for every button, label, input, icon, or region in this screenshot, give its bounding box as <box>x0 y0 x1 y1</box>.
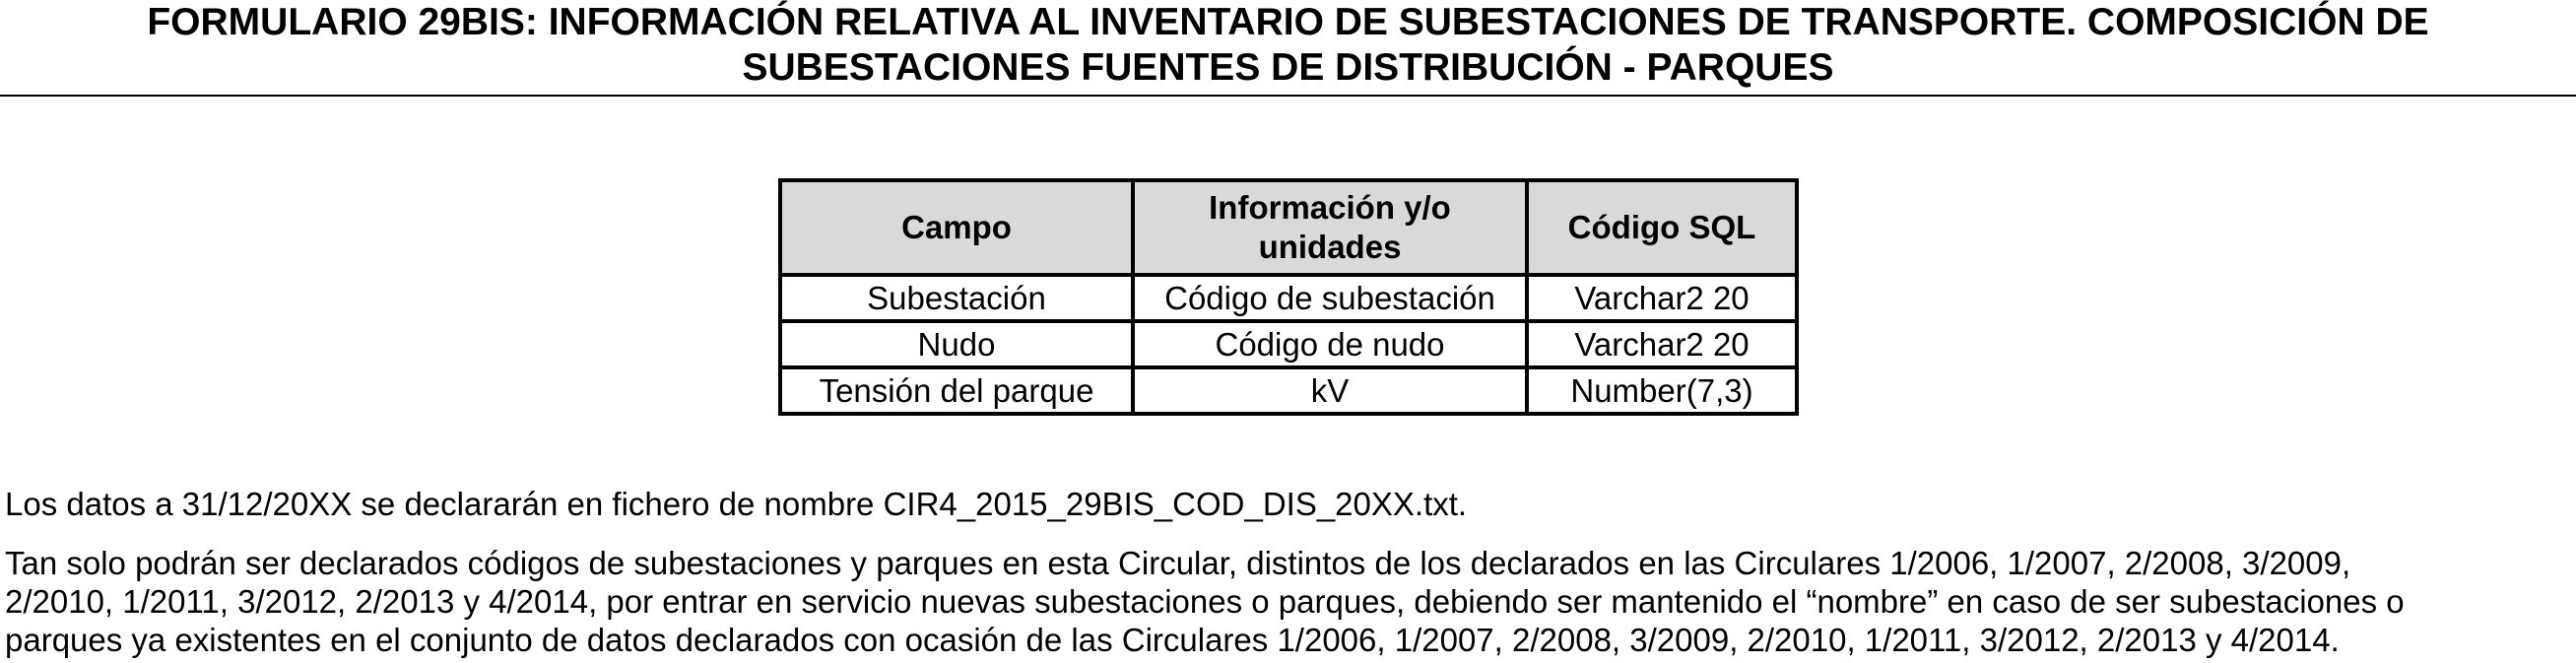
table-row <box>780 321 1797 367</box>
cell-codigo-sql: Varchar2 20 <box>1527 321 1797 367</box>
cell-codigo-sql: Number(7,3) <box>1527 367 1797 414</box>
header-informacion <box>1133 180 1527 275</box>
title-divider <box>0 95 2576 97</box>
cell-informacion: Código de nudo <box>1133 321 1527 367</box>
table-row <box>780 367 1797 414</box>
table-row <box>780 275 1797 321</box>
header-campo: Campo <box>780 180 1133 275</box>
header-informacion-line-2: unidades <box>1258 229 1402 265</box>
paragraph-line-1: Tan solo podrán ser declarados códigos de subestaciones y parques en esta Circular, distintos de los declarados en las Circulares 1/2006, 1/2007, 2/2008, 3/2009, <box>5 545 2351 581</box>
cell-campo: Subestación <box>780 275 1133 321</box>
header-codigo-sql: Código SQL <box>1527 180 1797 275</box>
paragraph-line-3: parques ya existentes en el conjunto de datos declarados con ocasión de las Circulares 1/2006, 1/2007, 2/2008, 3/2009, 2/2010, 1/2011, 3/2012, 2/2013 y 4/2014. <box>5 622 2340 658</box>
header-informacion-line-1: Información y/o <box>1209 189 1451 226</box>
paragraph-line-2: 2/2010, 1/2011, 3/2012, 2/2013 y 4/2014, por entrar en servicio nuevas subestaciones o parques, debiendo ser mantenido el “nombre” en caso de ser subestaciones o <box>5 583 2405 620</box>
fields-table <box>778 178 1799 416</box>
paragraph-declaration-rules <box>5 544 2571 659</box>
cell-codigo-sql: Varchar2 20 <box>1527 275 1797 321</box>
cell-informacion: Código de subestación <box>1133 275 1527 321</box>
paragraph-file-name: Los datos a 31/12/20XX se declararán en fichero de nombre CIR4_2015_29BIS_COD_DIS_20XX.txt. <box>5 486 1468 522</box>
cell-campo: Nudo <box>780 321 1133 367</box>
table-header-row <box>780 180 1797 275</box>
cell-informacion: kV <box>1133 367 1527 414</box>
fields-table-container <box>778 178 1799 416</box>
cell-campo: Tensión del parque <box>780 367 1133 414</box>
title-line-1: FORMULARIO 29BIS: INFORMACIÓN RELATIVA AL INVENTARIO DE SUBESTACIONES DE TRANSPORTE. COMPOSICIÓN DE <box>147 1 2429 43</box>
document-title <box>0 0 2576 91</box>
title-line-2: SUBESTACIONES FUENTES DE DISTRIBUCIÓN - PARQUES <box>742 46 1834 89</box>
